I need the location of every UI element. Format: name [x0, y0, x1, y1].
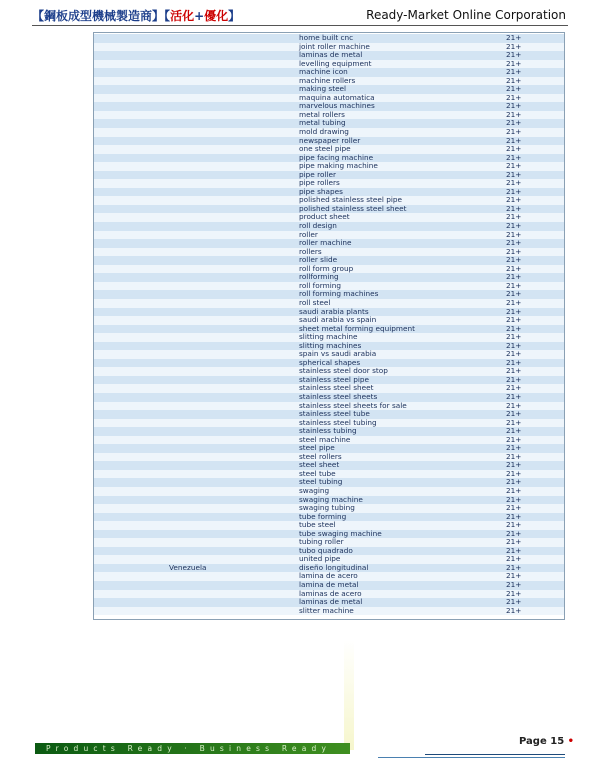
keyword-cell: laminas de acero — [299, 588, 362, 598]
count-cell: 21+ — [506, 263, 522, 273]
count-cell: 21+ — [506, 332, 522, 342]
keyword-cell: stainless tubing — [299, 426, 357, 436]
keyword-cell: rollforming — [299, 272, 339, 282]
keyword-cell: pipe roller — [299, 169, 336, 179]
count-cell: 21+ — [506, 272, 522, 282]
count-cell: 21+ — [506, 58, 522, 68]
keyword-cell: laminas de metal — [299, 597, 363, 607]
count-cell: 21+ — [506, 554, 522, 564]
count-cell: 21+ — [506, 391, 522, 401]
count-cell: 21+ — [506, 562, 522, 572]
keyword-cell: steel sheet — [299, 460, 340, 470]
keyword-cell: stainless steel pipe — [299, 374, 369, 384]
count-cell: 21+ — [506, 169, 522, 179]
keyword-cell: diseño longitudinal — [299, 562, 369, 572]
count-cell: 21+ — [506, 135, 522, 145]
keyword-cell: slitter machine — [299, 605, 354, 615]
keyword-cell: roll forming machines — [299, 289, 379, 299]
count-cell: 21+ — [506, 144, 522, 154]
keyword-cell: pipe rollers — [299, 178, 340, 188]
count-cell: 21+ — [506, 297, 522, 307]
count-cell: 21+ — [506, 468, 522, 478]
count-cell: 21+ — [506, 75, 522, 85]
count-cell: 21+ — [506, 33, 522, 42]
count-cell: 21+ — [506, 246, 522, 256]
count-cell: 21+ — [506, 366, 522, 376]
count-cell: 21+ — [506, 127, 522, 137]
page-number-text: Page 15 — [519, 736, 565, 747]
footer-divider-2 — [378, 757, 565, 758]
count-cell: 21+ — [506, 50, 522, 60]
keyword-cell: making steel — [299, 84, 347, 94]
keyword-cell: roller machine — [299, 238, 352, 248]
keyword-cell: slitting machine — [299, 332, 358, 342]
count-cell: 21+ — [506, 118, 522, 128]
count-cell: 21+ — [506, 443, 522, 453]
keyword-cell: stainless steel sheets — [299, 391, 378, 401]
keyword-cell: steel machine — [299, 434, 351, 444]
keyword-cell: laminas de metal — [299, 50, 363, 60]
count-cell: 21+ — [506, 374, 522, 384]
table-row — [94, 478, 564, 487]
keyword-cell: levelling equipment — [299, 58, 372, 68]
count-cell: 21+ — [506, 255, 522, 265]
header-divider — [32, 25, 568, 26]
count-cell: 21+ — [506, 178, 522, 188]
bracket-open: 【 — [32, 9, 45, 23]
count-cell: 21+ — [506, 434, 522, 444]
count-cell: 21+ — [506, 41, 522, 51]
count-cell: 21+ — [506, 186, 522, 196]
keyword-cell: roll form group — [299, 263, 354, 273]
company-name-cn: 鋼板成型機械製造商 — [44, 9, 153, 23]
keyword-cell: tube forming — [299, 511, 347, 521]
keyword-cell: saudi arabia vs spain — [299, 315, 377, 325]
count-cell: 21+ — [506, 101, 522, 111]
count-cell: 21+ — [506, 528, 522, 538]
keyword-cell: swaging — [299, 485, 330, 495]
keyword-cell: product sheet — [299, 212, 350, 222]
keyword-cell: tubo quadrado — [299, 545, 353, 555]
keyword-cell: roll design — [299, 221, 337, 231]
footer-slogan: Products Ready · Business Ready — [46, 744, 332, 753]
keyword-cell: swaging machine — [299, 494, 363, 504]
count-cell: 21+ — [506, 229, 522, 239]
footer-accent-strip — [344, 640, 354, 750]
keyword-cell: lamina de acero — [299, 571, 358, 581]
page-number — [519, 736, 574, 747]
keyword-cell: rollers — [299, 246, 322, 256]
count-cell: 21+ — [506, 221, 522, 231]
count-cell: 21+ — [506, 323, 522, 333]
keyword-cell: steel rollers — [299, 451, 342, 461]
page-bullet: • — [567, 736, 575, 747]
count-cell: 21+ — [506, 109, 522, 119]
keyword-cell: marvelous machines — [299, 101, 375, 111]
table-row — [94, 607, 564, 616]
keyword-cell: joint roller machine — [299, 41, 370, 51]
keyword-cell: steel tube — [299, 468, 336, 478]
keyword-cell: pipe making machine — [299, 161, 378, 171]
count-cell: 21+ — [506, 494, 522, 504]
count-cell: 21+ — [506, 195, 522, 205]
keyword-cell: united pipe — [299, 554, 341, 564]
count-cell: 21+ — [506, 605, 522, 615]
keyword-cell: spherical shapes — [299, 357, 361, 367]
count-cell: 21+ — [506, 520, 522, 530]
count-cell: 21+ — [506, 545, 522, 555]
tag-optimize: 優化 — [204, 9, 229, 23]
keyword-cell: saudi arabia plants — [299, 306, 369, 316]
count-cell: 21+ — [506, 357, 522, 367]
count-cell: 21+ — [506, 588, 522, 598]
count-cell: 21+ — [506, 306, 522, 316]
keyword-cell: newspaper roller — [299, 135, 361, 145]
table-row — [94, 222, 564, 231]
keyword-cell: spain vs saudi arabia — [299, 349, 377, 359]
keyword-cell: stainless steel tube — [299, 409, 370, 419]
count-cell: 21+ — [506, 349, 522, 359]
count-cell: 21+ — [506, 238, 522, 248]
keyword-cell: stainless steel sheet — [299, 383, 374, 393]
count-cell: 21+ — [506, 152, 522, 162]
count-cell: 21+ — [506, 84, 522, 94]
keyword-cell: one steel pipe — [299, 144, 351, 154]
keyword-cell: polished stainless steel sheet — [299, 203, 407, 213]
count-cell: 21+ — [506, 340, 522, 350]
count-cell: 21+ — [506, 426, 522, 436]
keyword-cell: metal rollers — [299, 109, 345, 119]
count-cell: 21+ — [506, 383, 522, 393]
count-cell: 21+ — [506, 289, 522, 299]
keyword-cell: roller slide — [299, 255, 338, 265]
count-cell: 21+ — [506, 400, 522, 410]
count-cell: 21+ — [506, 315, 522, 325]
keyword-cell: stainless steel door stop — [299, 366, 388, 376]
keyword-cell: slitting machines — [299, 340, 362, 350]
keyword-cell: machine icon — [299, 67, 348, 77]
count-cell: 21+ — [506, 212, 522, 222]
keyword-cell: roll forming — [299, 280, 341, 290]
count-cell: 21+ — [506, 511, 522, 521]
bracket-close-2: 】 — [228, 9, 241, 23]
tag-activate: 活化 — [170, 9, 195, 23]
keyword-cell: roll steel — [299, 297, 331, 307]
header-company-en: Ready-Market Online Corporation — [366, 8, 566, 22]
count-cell: 21+ — [506, 161, 522, 171]
footer-divider — [425, 754, 565, 755]
bracket-close: 】 — [152, 9, 165, 23]
keyword-cell: tube steel — [299, 520, 336, 530]
country-cell: Venezuela — [169, 562, 207, 572]
count-cell: 21+ — [506, 417, 522, 427]
count-cell: 21+ — [506, 485, 522, 495]
keyword-cell: polished stainless steel pipe — [299, 195, 403, 205]
count-cell: 21+ — [506, 580, 522, 589]
keyword-cell: pipe facing machine — [299, 152, 374, 162]
keyword-cell: maquina automatica — [299, 92, 375, 102]
keyword-cell: metal tubing — [299, 118, 346, 128]
header-company-title — [32, 7, 240, 24]
keyword-cell: tubing roller — [299, 537, 344, 547]
count-cell: 21+ — [506, 460, 522, 470]
keyword-cell: pipe shapes — [299, 186, 343, 196]
count-cell: 21+ — [506, 203, 522, 213]
count-cell: 21+ — [506, 451, 522, 461]
keyword-cell: stainless steel sheets for sale — [299, 400, 407, 410]
count-cell: 21+ — [506, 571, 522, 581]
keyword-cell: steel pipe — [299, 443, 335, 453]
count-cell: 21+ — [506, 280, 522, 290]
table-body — [94, 34, 564, 615]
bracket-open-2: 【 — [164, 9, 171, 23]
count-cell: 21+ — [506, 537, 522, 547]
keyword-cell: mold drawing — [299, 127, 349, 137]
count-cell: 21+ — [506, 409, 522, 419]
keyword-cell: lamina de metal — [299, 580, 359, 589]
keyword-cell: machine rollers — [299, 75, 356, 85]
keyword-cell: home built cnc — [299, 33, 354, 42]
table-row — [94, 239, 564, 248]
count-cell: 21+ — [506, 477, 522, 487]
keyword-cell: steel tubing — [299, 477, 343, 487]
count-cell: 21+ — [506, 597, 522, 607]
count-cell: 21+ — [506, 503, 522, 513]
count-cell: 21+ — [506, 92, 522, 102]
keyword-cell: sheet metal forming equipment — [299, 323, 415, 333]
keyword-cell: roller — [299, 229, 318, 239]
keyword-table — [93, 32, 565, 620]
keyword-cell: stainless steel tubing — [299, 417, 377, 427]
keyword-cell: swaging tubing — [299, 503, 355, 513]
keyword-cell: tube swaging machine — [299, 528, 382, 538]
tag-plus: + — [194, 9, 205, 23]
count-cell: 21+ — [506, 67, 522, 77]
